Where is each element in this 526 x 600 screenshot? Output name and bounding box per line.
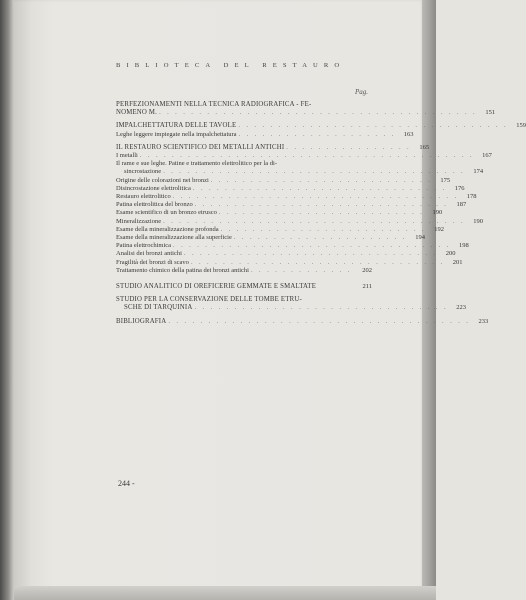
dot-leader: . . . . . . . . . . . . . . . . . . . . . . . . . . . . . . . . . . . . . . — [168, 317, 471, 325]
toc-page-number: 176 — [454, 184, 465, 192]
dot-leader: . . . . . . . . . . . . . . . . . . . . . . . . . . . . . . . . — [194, 201, 449, 209]
toc-page-number: 190 — [473, 217, 483, 225]
toc-entry-analisi — [116, 250, 456, 258]
scan-left-edge — [0, 0, 14, 600]
toc-entry-perfezionamenti-cont — [116, 109, 496, 117]
toc-entry-restauro-elettrolitico — [116, 193, 477, 201]
toc-page-number: 233 — [478, 317, 489, 325]
toc-entry-title: Esame della mineralizzazione profonda — [116, 225, 219, 233]
toc-page-number: 194 — [415, 234, 425, 242]
toc-entry-title: PERFEZIONAMENTI NELLA TECNICA RADIOGRAFICA - FE- — [116, 101, 312, 108]
toc-entry-fragilita — [116, 258, 463, 267]
dot-leader: . . . . . . . . . . . . . . . . — [286, 143, 412, 151]
toc-entry-rame-cont — [116, 168, 484, 176]
toc-entry-title: Il rame e sue leghe. Patine e trattamento elettrolitico per la di- — [116, 160, 277, 168]
toc-page-number: 201 — [452, 258, 463, 266]
dot-leader: . . . . . . . . . . . . . . . . . . . . . . . . . . . . . . . . . . . . — [172, 193, 459, 201]
toc-page-number: 223 — [456, 304, 467, 312]
toc-entry-title: Trattamento chimico della patina dei bronzi antichi — [116, 266, 249, 274]
dot-leader: . . . . . . . . . . . . . . . . . . . . . . . . . . . . . . . . . . — [238, 122, 508, 130]
toc-entry-impalchettatura — [116, 122, 526, 130]
toc-entry-title: Patina elettrochimica — [116, 242, 172, 250]
toc-page-number: 175 — [440, 176, 451, 184]
toc-page-number: 187 — [456, 201, 467, 209]
toc-entry-restauro-scientifico — [116, 143, 430, 152]
toc-page-number: 202 — [362, 266, 372, 274]
toc-page-number: 165 — [419, 143, 430, 151]
toc-entry-studio-oreficerie — [116, 283, 372, 291]
toc-entry-title: IL RESTAURO SCIENTIFICO DEI METALLI ANTICHI — [116, 143, 285, 151]
toc-entry-bibliografia — [116, 317, 489, 326]
toc-entry-patina-elettrolitica — [116, 201, 467, 209]
toc-entry-title: Mineralizzazione — [116, 217, 162, 225]
toc-entry-esame-scientifico — [116, 209, 443, 217]
toc-page-number: 192 — [434, 225, 444, 233]
dot-leader: . . . . . . . . . . . . . . . . . . . . . . . . . . . . . . . . . . . . . . — [163, 168, 466, 176]
dot-leader: . . . . . . . . . . . . . . . . . . . . . . . . . . . . . . . . . . . . . . — [163, 217, 465, 225]
dot-leader: . . . . . . . . . . . . . . . . . . . . . . . . . . . . . . . . . . . . . . . . . . — [139, 152, 474, 160]
toc-page-number: 174 — [473, 168, 484, 176]
toc-page-number: 198 — [459, 242, 469, 250]
toc-entry-disincrostazione — [116, 184, 465, 193]
dot-leader: . . . . . . . . . . . . . . . . . . . . . . — [233, 234, 407, 242]
toc-entry-studio-tombe-cont — [116, 304, 467, 312]
toc-entry-title: SCHE DI TARQUINIA — [124, 304, 193, 312]
toc-entry-esame-superficie — [116, 234, 425, 242]
toc-entry-title: STUDIO ANALITICO DI OREFICERIE GEMMATE E SMALTATE — [116, 283, 317, 291]
running-header: BIBLIOTECA DEL RESTAURO — [116, 62, 346, 69]
folio-page-number: 244 - — [118, 479, 135, 488]
toc-page-number: 211 — [362, 283, 372, 291]
toc-entry-rame — [116, 160, 372, 168]
page-right-edge — [422, 0, 436, 600]
dot-leader: . . . . . . . . . . . . . . . . . . . . . . . . . . . . — [210, 176, 433, 184]
toc-entry-title: IMPALCHETTATURA DELLE TAVOLE — [116, 122, 237, 130]
toc-entry-title: Origine delle colorazioni nei bronzi — [116, 176, 209, 184]
toc-entry-title: Esame scientifico di un bronzo etrusco — [116, 209, 217, 217]
toc-entry-leghe — [116, 130, 414, 139]
toc-entry-patina-elettrochimica — [116, 242, 469, 250]
dot-leader: . . . . . . . . . . . . . — [250, 266, 352, 274]
dot-leader: . . . . . . . . . . . . . . . . . . . . . . . . . . . . . . . . — [190, 258, 445, 266]
dot-leader: . . . . . . . . . . . . . . . . . . . . . . . . . . — [218, 209, 425, 217]
toc-entry-title: Restauro elettrolitico — [116, 193, 171, 201]
toc-page-number: 190 — [432, 209, 443, 217]
page-bottom-edge — [14, 586, 436, 600]
toc-page-number: 167 — [482, 152, 492, 160]
toc-entry-origine — [116, 176, 451, 185]
toc-entry-esame-profonda — [116, 225, 444, 234]
toc-page-number: 178 — [466, 193, 477, 201]
table-of-contents — [116, 101, 526, 326]
toc-entry-title: Esame della mineralizzazione alla superficie — [116, 234, 232, 242]
dot-leader: . . . . . . . . . . . . . . . . . . . . — [238, 130, 396, 138]
dot-leader: . . . . . . . . . . . . . . . . . . . . . . . . . . — [220, 225, 426, 233]
dot-leader: . . . . . . . . . . . . . . . . . . . . . . . . . . . . . . . . — [194, 304, 449, 312]
toc-entry-title: BIBLIOGRAFIA — [116, 317, 167, 325]
toc-page-number: 200 — [445, 250, 456, 258]
toc-entry-title: NOMENO M. — [116, 109, 158, 117]
toc-entry-title: I metalli — [116, 152, 138, 160]
toc-entry-title: Leghe leggere impiegate nella impalchettatura — [116, 130, 237, 138]
toc-page-number: 159 — [516, 122, 526, 130]
dot-leader: . . . . . . . . . . . . . . . . . . . . . . . . . . . . . . . . — [183, 250, 438, 258]
page-column-label: Pag. — [355, 88, 369, 96]
toc-entry-title: sincrostazione — [124, 168, 162, 176]
toc-entry-studio-tombe — [116, 296, 372, 304]
toc-entry-title: Disincrostazione elettrolitica — [116, 184, 191, 192]
toc-entry-title: STUDIO PER LA CONSERVAZIONE DELLE TOMBE ETRU- — [116, 296, 302, 304]
toc-entry-title: Fragilità dei bronzi di scavo — [116, 258, 189, 266]
dot-leader: . . . . . . . . . . . . . . . . . . . . . . . . . . . . . . . . — [192, 184, 447, 192]
dot-leader: . . . . . . . . . . . . . . . . . . . . . . . . . . . . . . . . . . . . . . . . — [159, 109, 478, 117]
toc-page-number: 163 — [403, 130, 414, 138]
toc-page-number: 151 — [485, 109, 496, 117]
toc-entry-mineralizzazione — [116, 217, 483, 226]
toc-entry-title: Patina elettrolitica del bronzo — [116, 201, 193, 209]
toc-entry-trattamento-chimico — [116, 267, 372, 275]
toc-entry-perfezionamenti — [116, 101, 372, 109]
dot-leader: . . . . . . . . . . . . . . . . . . . . . . . . . . . . . . . . . . . — [173, 242, 451, 250]
toc-entry-title: Analisi dei bronzi antichi — [116, 250, 182, 258]
toc-entry-metalli — [116, 152, 492, 160]
